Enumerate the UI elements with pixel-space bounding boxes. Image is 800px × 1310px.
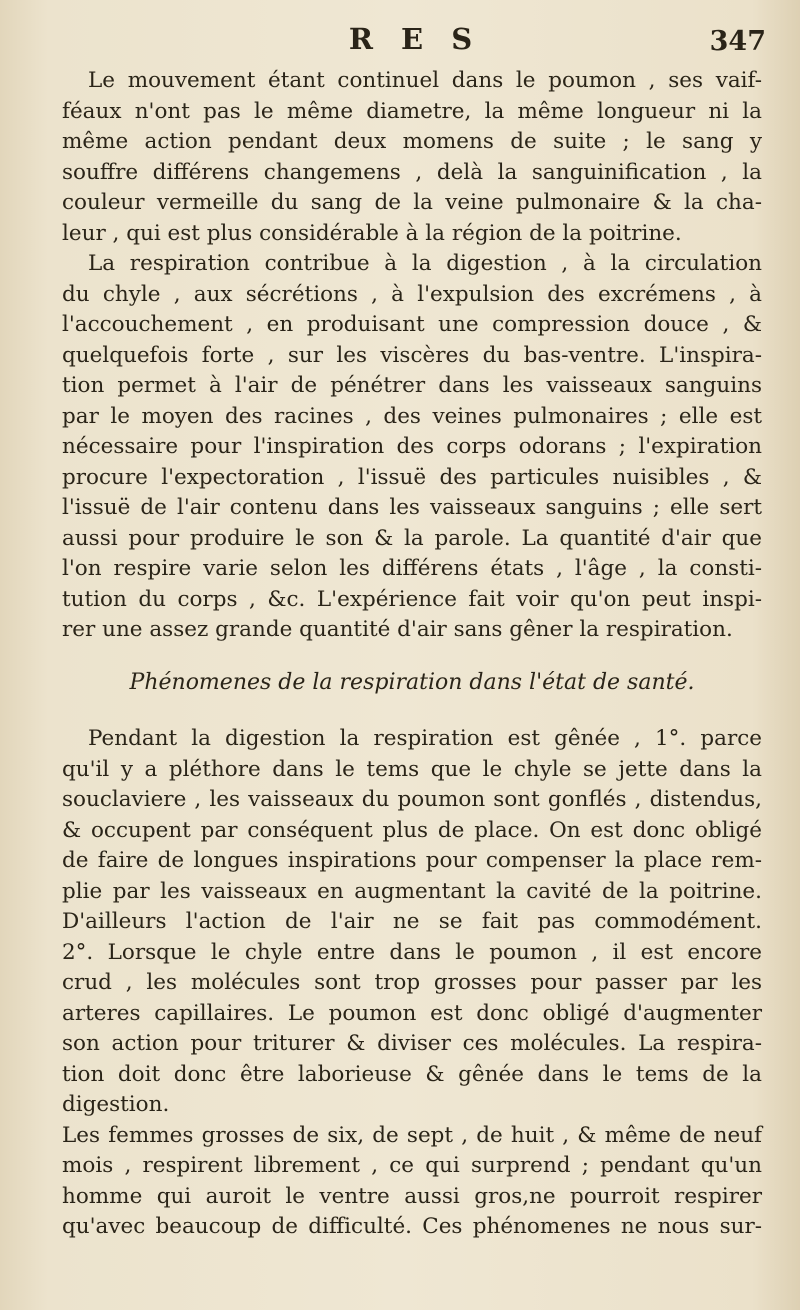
text-line: D'ailleurs l'action de l'air ne se fait pas commodément. <box>62 909 762 934</box>
text-line: tution du corps , &c. L'expérience fait voir qu'on peut inspi- <box>62 586 762 612</box>
text-line: l'on respire varie selon les différens états , l'âge , la consti- <box>62 556 762 581</box>
paragraph-4 <box>62 1121 762 1243</box>
text-line: couleur vermeille du sang de la veine pulmonaire & la cha- <box>62 190 762 215</box>
text-line: leur , qui est plus considérable à la région de la poitrine. <box>62 220 682 246</box>
text-line: & occupent par conséquent plus de place. On est donc obligé <box>62 817 762 843</box>
text-line: aussi pour produire le son & la parole. La quantité d'air que <box>62 525 762 551</box>
text-line: de faire de longues inspirations pour compenser la place rem- <box>62 848 762 873</box>
text-line: par le moyen des racines , des veines pulmonaires ; elle est <box>62 403 762 429</box>
text-line: Le mouvement étant continuel dans le poumon , ses vaif- <box>88 68 762 93</box>
text-line: même action pendant deux momens de suite ; le sang y <box>62 129 762 154</box>
text-line: souclaviere , les vaisseaux du poumon sont gonflés , distendus, <box>62 787 762 812</box>
text-line: procure l'expectoration , l'issuë des particules nuisibles , & <box>62 464 762 490</box>
text-line: quelquefois forte , sur les viscères du bas-ventre. L'inspira- <box>62 342 762 368</box>
body-text <box>62 66 762 1243</box>
text-line: tion doit donc être laborieuse & gênée dans le tems de la <box>62 1061 762 1087</box>
text-line: souffre différens changemens , delà la sanguinification , la <box>62 159 762 185</box>
text-line: 2°. Lorsque le chyle entre dans le poumon , il est encore <box>62 939 762 965</box>
running-head: R E S <box>348 22 482 56</box>
text-line: son action pour triturer & diviser ces molécules. La respira- <box>62 1031 762 1056</box>
page-header <box>64 22 766 62</box>
text-line: l'accouchement , en produisant une compression douce , & <box>62 312 762 337</box>
paragraph-3 <box>62 724 762 1121</box>
text-line: homme qui auroit le ventre aussi gros,ne pourroit respirer <box>62 1183 762 1209</box>
text-line: rer une assez grande quantité d'air sans gêner la respiration. <box>62 617 733 642</box>
text-line: qu'avec beaucoup de difficulté. Ces phénomenes ne nous sur- <box>62 1214 762 1239</box>
paragraph-2 <box>62 249 762 646</box>
text-line: l'issuë de l'air contenu dans les vaisseaux sanguins ; elle sert <box>62 495 762 520</box>
text-line: La respiration contribue à la digestion , à la circulation <box>88 251 762 276</box>
paragraph-1 <box>62 66 762 249</box>
text-line: du chyle , aux sécrétions , à l'expulsion des excrémens , à <box>62 281 762 307</box>
text-line: crud , les molécules sont trop grosses pour passer par les <box>62 970 762 995</box>
page-number: 347 <box>709 26 766 57</box>
text-line: digestion. <box>62 1092 170 1117</box>
section-title: Phénomenes de la respiration dans l'état de santé. <box>129 669 695 695</box>
text-line: mois , respirent librement , ce qui surprend ; pendant qu'un <box>62 1153 762 1178</box>
text-line: nécessaire pour l'inspiration des corps odorans ; l'expiration <box>62 434 762 459</box>
text-line: Les femmes grosses de six, de sept , de huit , & même de neuf <box>62 1122 762 1148</box>
text-line: Pendant la digestion la respiration est gênée , 1°. parce <box>88 726 762 751</box>
text-line: qu'il y a pléthore dans le tems que le chyle se jette dans la <box>62 756 762 782</box>
text-line: féaux n'ont pas le même diametre, la même longueur ni la <box>62 98 762 124</box>
text-line: arteres capillaires. Le poumon est donc obligé d'augmenter <box>62 1000 762 1026</box>
text-line: tion permet à l'air de pénétrer dans les vaisseaux sanguins <box>62 373 762 398</box>
text-line: plie par les vaisseaux en augmentant la cavité de la poitrine. <box>62 878 762 904</box>
